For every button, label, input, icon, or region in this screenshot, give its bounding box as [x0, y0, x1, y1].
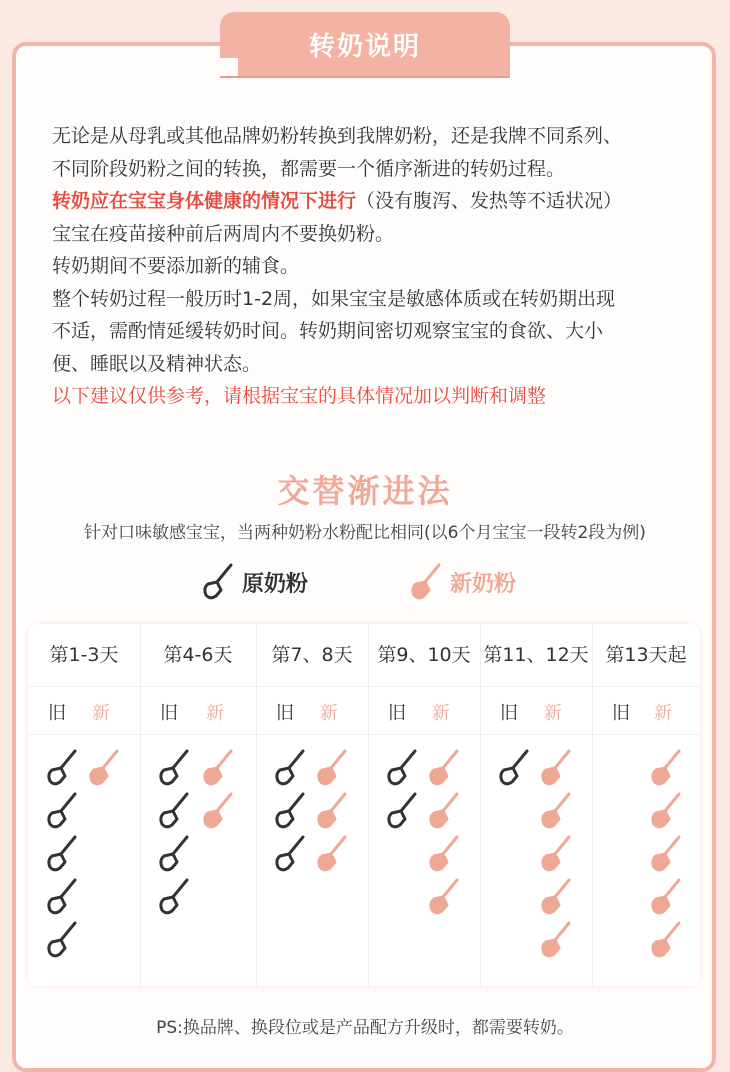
- scoop-new-icon: [538, 834, 574, 874]
- intro-line: 无论是从母乳或其他品牌奶粉转换到我牌奶粉，还是我牌不同系列、: [52, 125, 623, 147]
- scoop-old-icon: [384, 748, 420, 788]
- scoop-new-icon: [538, 791, 574, 831]
- old-label: 旧: [500, 703, 518, 724]
- schedule-column: [28, 624, 141, 986]
- old-scoop-stack: [156, 748, 196, 920]
- old-scoop-stack: [44, 748, 84, 963]
- schedule-column: [140, 624, 257, 986]
- method-subtitle: 针对口味敏感宝宝，当两种奶粉水粉配比相同(以6个月宝宝一段转2段为例): [84, 523, 646, 543]
- old-label: 旧: [276, 703, 294, 724]
- intro-line: 不适，需酌情延缓转奶时间。转奶期间密切观察宝宝的食欲、大小: [52, 320, 604, 342]
- schedule-day-label: 第4-6天: [140, 624, 256, 687]
- scoop-new-icon: [408, 561, 444, 603]
- new-label: 新: [320, 703, 338, 724]
- new-scoop-stack: [538, 748, 578, 963]
- scoop-old-icon: [384, 791, 420, 831]
- schedule-day-label: 第11、12天: [480, 624, 592, 687]
- transition-schedule-table: [28, 624, 700, 986]
- new-label: 新: [544, 703, 562, 724]
- scoop-new-icon: [538, 920, 574, 960]
- title-banner: [220, 12, 510, 76]
- new-label: 新: [92, 703, 110, 724]
- new-label: 新: [654, 703, 672, 724]
- page-title: 转奶说明: [308, 32, 421, 62]
- scoop-new-icon: [200, 791, 236, 831]
- old-new-subheader: [28, 686, 140, 735]
- new-label: 新: [206, 703, 224, 724]
- scoop-new-icon: [648, 920, 684, 960]
- old-scoop-stack: [384, 748, 424, 834]
- old-scoop-stack: [272, 748, 312, 877]
- scoop-new-icon: [86, 748, 122, 788]
- scoop-new-icon: [426, 791, 462, 831]
- old-new-subheader: [368, 686, 480, 735]
- scoop-old-icon: [496, 748, 532, 788]
- new-scoop-stack: [200, 748, 240, 834]
- old-new-subheader: [480, 686, 592, 735]
- intro-line: 便、睡眠以及精神状态。: [52, 352, 262, 375]
- legend-old: [200, 560, 308, 604]
- scoop-new-icon: [648, 791, 684, 831]
- legend-new: [408, 560, 516, 604]
- scoop-new-icon: [426, 748, 462, 788]
- scoop-old-icon: [200, 561, 236, 603]
- scoop-new-icon: [648, 877, 684, 917]
- scoop-old-icon: [44, 748, 80, 788]
- scoop-old-icon: [44, 920, 80, 960]
- health-condition-highlight: 转奶应在宝宝身体健康的情况下进行: [52, 190, 357, 212]
- new-scoop-stack: [648, 748, 688, 963]
- scoop-old-icon: [272, 748, 308, 788]
- scoop-old-icon: [44, 791, 80, 831]
- old-new-subheader: [256, 686, 368, 735]
- old-label: 旧: [612, 703, 630, 724]
- intro-line: [52, 185, 692, 218]
- schedule-day-label: 第1-3天: [28, 624, 140, 687]
- method-title: 交替渐进法: [277, 472, 453, 510]
- footer-note: PS:换品牌、换段位或是产品配方升级时，都需要转奶。: [156, 1018, 574, 1038]
- intro-line: 宝宝在疫苗接种前后两周内不要换奶粉。: [52, 222, 395, 245]
- new-scoop-stack: [86, 748, 126, 791]
- scoop-new-icon: [538, 877, 574, 917]
- scoop-old-icon: [156, 877, 192, 917]
- scoop-old-icon: [272, 791, 308, 831]
- scoop-new-icon: [426, 877, 462, 917]
- new-label: 新: [432, 703, 450, 724]
- new-scoop-stack: [314, 748, 354, 877]
- schedule-column: [256, 624, 369, 986]
- new-scoop-stack: [426, 748, 466, 920]
- scoop-old-icon: [156, 748, 192, 788]
- schedule-column: [592, 624, 700, 986]
- old-label: 旧: [388, 703, 406, 724]
- scoop-old-icon: [156, 834, 192, 874]
- intro-text: [52, 120, 692, 413]
- old-label: 旧: [160, 703, 178, 724]
- schedule-day-label: 第13天起: [592, 624, 700, 687]
- intro-line: 转奶期间不要添加新的辅食。: [52, 255, 300, 277]
- old-new-subheader: [140, 686, 256, 735]
- schedule-day-label: 第9、10天: [368, 624, 480, 687]
- scoop-new-icon: [426, 834, 462, 874]
- scoop-new-icon: [314, 748, 350, 788]
- schedule-day-label: 第7、8天: [256, 624, 368, 687]
- scoop-new-icon: [648, 748, 684, 788]
- scoop-new-icon: [200, 748, 236, 788]
- legend-new-label: 新奶粉: [450, 571, 517, 597]
- legend-old-label: 原奶粉: [242, 571, 309, 597]
- scoop-new-icon: [314, 791, 350, 831]
- scoop-new-icon: [538, 748, 574, 788]
- warning-note: 以下建议仅供参考，请根据宝宝的具体情况加以判断和调整: [52, 385, 547, 407]
- old-new-subheader: [592, 686, 700, 735]
- health-condition-note: （没有腹泻、发热等不适状况）: [356, 190, 623, 212]
- old-label: 旧: [48, 703, 66, 724]
- scoop-old-icon: [44, 877, 80, 917]
- schedule-column: [368, 624, 481, 986]
- scoop-old-icon: [44, 834, 80, 874]
- old-scoop-stack: [496, 748, 536, 791]
- scoop-new-icon: [648, 834, 684, 874]
- intro-line: 整个转奶过程一般历时1-2周，如果宝宝是敏感体质或在转奶期出现: [52, 287, 616, 310]
- scoop-old-icon: [272, 834, 308, 874]
- schedule-column: [480, 624, 593, 986]
- scoop-new-icon: [314, 834, 350, 874]
- intro-line: 不同阶段奶粉之间的转换，都需要一个循序渐进的转奶过程。: [52, 157, 566, 180]
- scoop-old-icon: [156, 791, 192, 831]
